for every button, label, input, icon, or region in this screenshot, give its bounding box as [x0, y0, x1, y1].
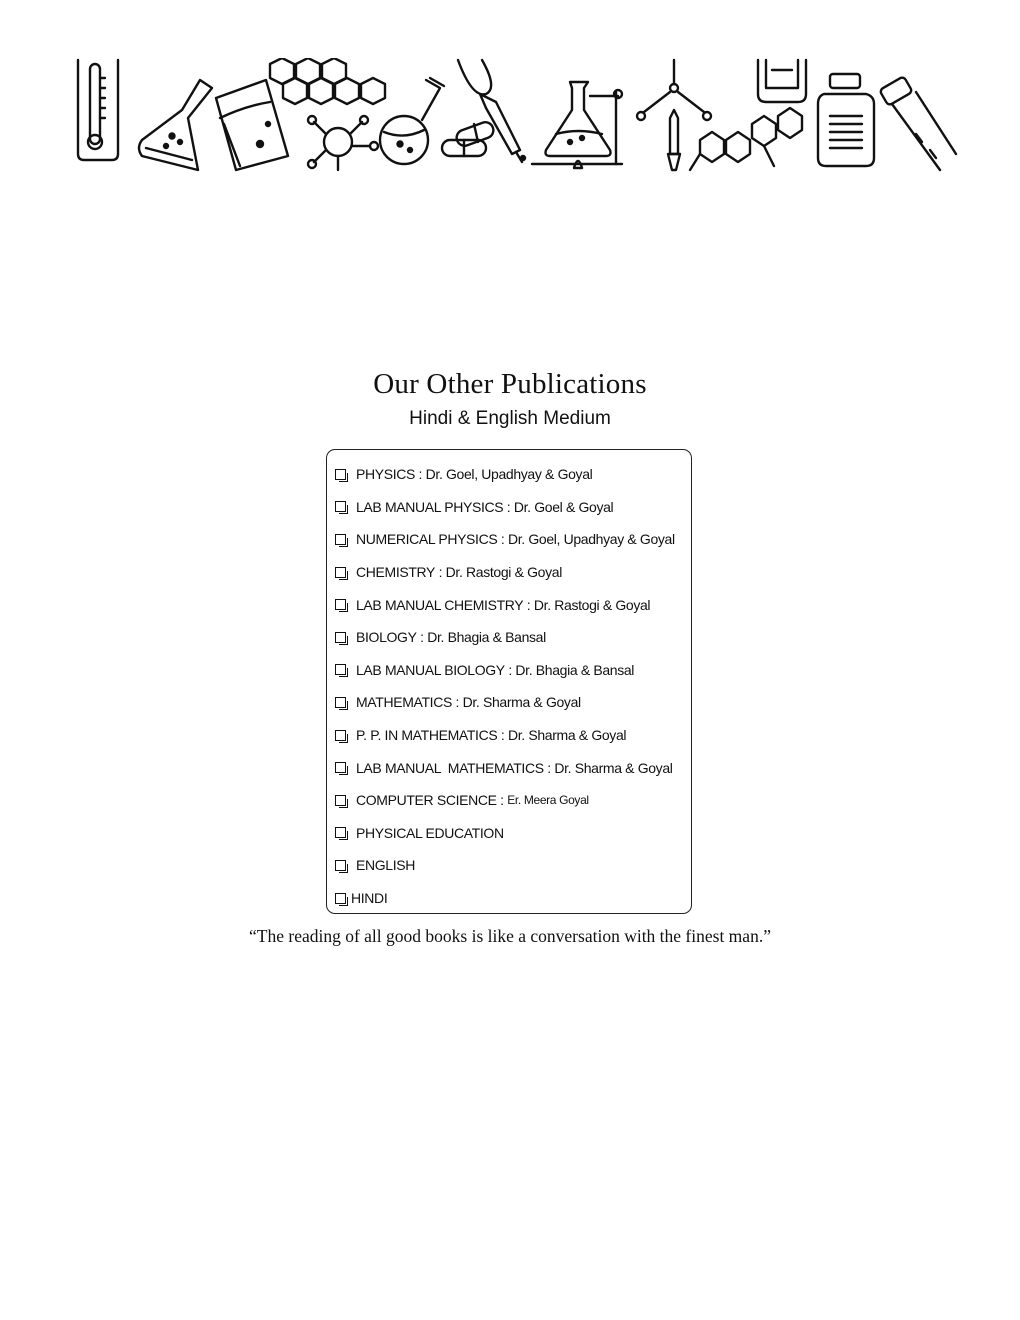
subject: CHEMISTRY: [356, 564, 436, 581]
publications-list: [335, 458, 691, 914]
authors: Dr. Sharma & Goyal: [554, 759, 673, 776]
authors: Dr. Sharma & Goyal: [462, 694, 581, 711]
subject: ENGLISH: [356, 857, 416, 874]
subject: MATHEMATICS: [356, 694, 452, 711]
checkbox-icon: [335, 599, 346, 610]
page-title: Our Other Publications: [373, 368, 647, 400]
authors: Dr. Sharma & Goyal: [507, 727, 627, 744]
subject: COMPUTER SCIENCE: [356, 792, 497, 809]
subject: NUMERICAL PHYSICS: [356, 531, 498, 548]
checkbox-icon: [335, 501, 346, 512]
list-item: [335, 849, 691, 882]
checkbox-icon: [335, 567, 346, 578]
authors: Dr. Bhagia & Bansal: [515, 661, 635, 678]
authors: Er. Meera Goyal: [507, 793, 589, 808]
molecule-icon: [308, 116, 378, 170]
checkbox-icon: [335, 469, 346, 480]
checkbox-icon: [335, 730, 346, 741]
subject: P. P. IN MATHEMATICS: [356, 727, 498, 744]
subject: LAB MANUAL PHYSICS: [356, 498, 504, 515]
subject: LAB MANUAL CHEMISTRY: [356, 596, 524, 613]
authors: Dr. Bhagia & Bansal: [427, 629, 546, 646]
list-item: PHYSICS : Dr. Goel, Upadhyay & Goyal: [335, 458, 691, 491]
subject: PHYSICS: [356, 466, 416, 483]
lab-equipment-banner: [70, 58, 960, 176]
authors: Dr. Goel, Upadhyay & Goyal: [425, 466, 593, 483]
list-item: [335, 882, 691, 915]
checkbox-icon: [335, 827, 346, 838]
honeycomb-icon: [270, 58, 385, 104]
list-item: LAB MANUAL CHEMISTRY : Dr. Rastogi & Goyal: [335, 588, 691, 621]
checkbox-icon: [335, 697, 346, 708]
bottle-icon: [758, 60, 874, 166]
checkbox-icon: [335, 860, 346, 871]
pills-icon: [442, 120, 496, 156]
list-item: COMPUTER SCIENCE : Er. Meera Goyal: [335, 784, 691, 817]
authors: Dr. Goel, Upadhyay & Goyal: [507, 531, 675, 548]
thermometer-icon: [78, 60, 118, 160]
list-item: [335, 817, 691, 850]
checkbox-icon: [335, 632, 346, 643]
authors: Dr. Rastogi & Goyal: [445, 564, 562, 581]
subject: BIOLOGY: [356, 629, 417, 646]
checkbox-icon: [335, 795, 346, 806]
dropper-icon: [458, 60, 525, 162]
beaker-icon: [216, 80, 288, 170]
checkbox-icon: [335, 893, 346, 904]
list-item: P. P. IN MATHEMATICS : Dr. Sharma & Goyal: [335, 719, 691, 752]
checkbox-icon: [335, 664, 346, 675]
page-subtitle: Hindi & English Medium: [409, 408, 611, 429]
quote: “The reading of all good books is like a conversation with the finest man.”: [249, 926, 771, 946]
hexagon-chain-icon: [637, 60, 802, 170]
list-item: LAB MANUAL MATHEMATICS : Dr. Sharma & Goyal: [335, 751, 691, 784]
publications-box: [326, 449, 692, 914]
list-item: BIOLOGY : Dr. Bhagia & Bansal: [335, 621, 691, 654]
subject: LAB MANUAL MATHEMATICS: [356, 759, 544, 776]
list-item: MATHEMATICS : Dr. Sharma & Goyal: [335, 686, 691, 719]
list-item: LAB MANUAL PHYSICS : Dr. Goel & Goyal: [335, 491, 691, 524]
list-item: LAB MANUAL BIOLOGY : Dr. Bhagia & Bansal: [335, 654, 691, 687]
list-item: CHEMISTRY : Dr. Rastogi & Goyal: [335, 556, 691, 589]
subject: HINDI: [351, 890, 388, 907]
list-item: NUMERICAL PHYSICS : Dr. Goel, Upadhyay & Goyal: [335, 523, 691, 556]
flask-icon: [139, 80, 212, 170]
subject: PHYSICAL EDUCATION: [356, 824, 504, 841]
round-flask-icon: [380, 78, 444, 164]
checkbox-icon: [335, 534, 346, 545]
checkbox-icon: [335, 762, 346, 773]
authors: Dr. Rastogi & Goyal: [533, 596, 651, 613]
subject: LAB MANUAL BIOLOGY: [356, 661, 505, 678]
test-tube-icon: [879, 76, 956, 170]
authors: Dr. Goel & Goyal: [513, 498, 614, 515]
